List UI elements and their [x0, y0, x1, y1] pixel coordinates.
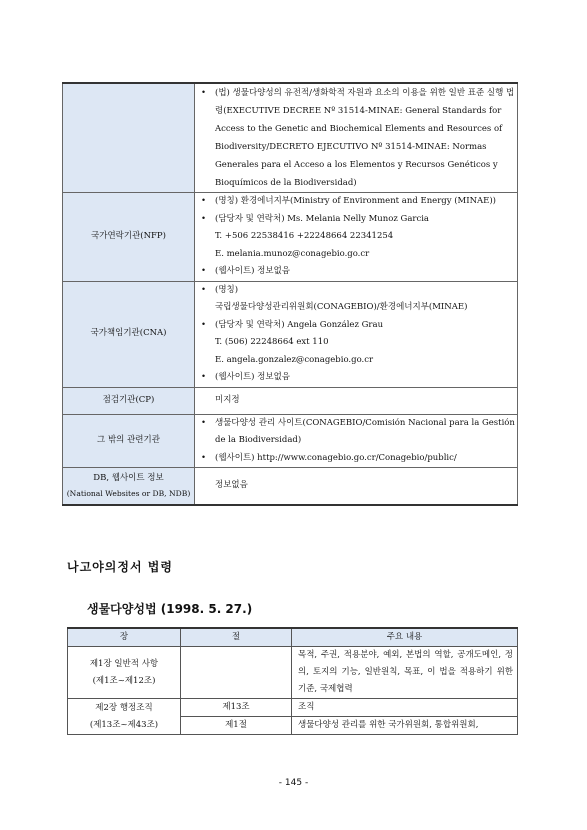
bullet-icon: •	[201, 452, 207, 463]
table-header-row	[68, 628, 518, 647]
subsection-title: 생물다양성법 (1998. 5. 27.)	[87, 602, 253, 616]
chapter-range: (제13조~제43조)	[89, 719, 159, 730]
other-site: 생물다양성 관리 사이트(CONAGEBIO/Comisión Nacional para la Gestión de la Biodiversidad)	[215, 417, 515, 445]
other-label: 그 밖의 관련기관	[63, 414, 195, 468]
cp-value: 미지정	[215, 394, 240, 405]
section-title: 나고야의정서 법령	[67, 560, 173, 574]
list-item	[200, 282, 515, 317]
db-label-line1: DB, 웹사이트 정보	[93, 473, 164, 483]
list-item	[200, 211, 515, 264]
column-header-section: 절	[181, 628, 292, 647]
country-info-table	[62, 82, 518, 506]
section-cell	[181, 647, 292, 699]
row-label-empty	[63, 83, 195, 193]
bullet-icon: •	[201, 284, 207, 295]
bullet-icon: •	[201, 88, 207, 98]
nfp-email: E. melania.munoz@conagebio.go.cr	[215, 248, 370, 259]
table-row	[63, 193, 518, 282]
page-number: - 145 -	[278, 778, 309, 788]
table-row	[68, 699, 518, 717]
nfp-contact: (담당자 및 연락처) Ms. Melania Nelly Munoz Garcia	[215, 213, 429, 224]
list-item	[200, 317, 515, 370]
table-row	[63, 83, 518, 193]
content-cell: 목적, 주권, 적용분야, 예외, 본법의 역할, 공개도메인, 정의, 토지의 기능, 일반원칙, 목표, 이 법을 적용하기 위한 기준, 국제협력	[292, 647, 518, 699]
bullet-icon: •	[201, 319, 207, 330]
db-cell	[195, 468, 518, 506]
nfp-website: (웹사이트) 정보없음	[215, 266, 291, 276]
db-value: 정보없음	[215, 480, 248, 491]
content-cell: 생물다양성 관리를 위한 국가위원회, 통합위원회,	[292, 717, 518, 735]
list-item	[200, 450, 515, 468]
cna-name-head: (명칭)	[215, 284, 239, 295]
other-cell	[195, 414, 518, 468]
list-item	[200, 263, 515, 281]
db-label-line2: (National Websites or DB, NDB)	[66, 489, 191, 498]
table-row	[63, 468, 518, 506]
cna-cell	[195, 281, 518, 387]
list-item	[200, 193, 515, 211]
cp-label: 점검기관(CP)	[63, 387, 195, 414]
table-row	[68, 647, 518, 699]
table-row	[63, 414, 518, 468]
cna-contact: (담당자 및 연락처) Angela González Grau	[215, 319, 384, 330]
nfp-cell	[195, 193, 518, 282]
chapter-title: 제1장 일반적 사항	[89, 658, 159, 669]
section-cell: 제1절	[181, 717, 292, 735]
other-website: (웹사이트) http://www.conagebio.go.cr/Conagebio/public/	[215, 452, 457, 463]
column-header-chapter: 장	[68, 628, 181, 647]
table-row	[63, 387, 518, 414]
list-item	[200, 84, 515, 192]
nfp-label: 국가연락기관(NFP)	[63, 193, 195, 282]
cna-email: E. angela.gonzalez@conagebio.go.cr	[215, 354, 374, 365]
list-item	[200, 415, 515, 450]
cna-tel: T. (506) 22248664 ext 110	[215, 337, 329, 347]
law-item-text: (법) 생물다양성의 유전적/생화학적 자원과 요소의 이용을 위한 일반 표준 실행 법령(EXECUTIVE DECREE Nº 31514-MINAE: General Standards for Access to the Genetic and Biochemical Elements and Resources of Biodiversity/DECRETO EJECUTIVO Nº 31514-MINAE: Normas Generales para el Acceso a los Elementos y Recursos Genéticos y Bioquímicos de la Biodiversidad)	[215, 88, 515, 188]
bullet-icon: •	[201, 266, 207, 276]
db-label	[63, 468, 195, 506]
nfp-tel: T. +506 22538416 +22248664 22341254	[215, 231, 394, 241]
cna-website: (웹사이트) 정보없음	[215, 372, 291, 382]
table-row	[63, 281, 518, 387]
chapter-cell	[68, 699, 181, 735]
section-cell: 제13조	[181, 699, 292, 717]
bullet-icon: •	[201, 372, 207, 382]
cna-label: 국가책임기관(CNA)	[63, 281, 195, 387]
chapter-cell	[68, 647, 181, 699]
bullet-icon: •	[201, 196, 207, 206]
cna-name: 국립생물다양성관리위원회(CONAGEBIO)/환경에너지부(MINAE)	[215, 302, 468, 312]
nfp-name: (명칭) 환경에너지부(Ministry of Environment and Energy (MINAE))	[215, 196, 496, 206]
law-structure-table	[67, 627, 518, 735]
cp-cell	[195, 387, 518, 414]
bullet-icon: •	[201, 417, 207, 428]
list-item	[200, 369, 515, 387]
chapter-title: 제2장 행정조직	[95, 702, 153, 713]
laws-cell	[195, 83, 518, 193]
chapter-range: (제1조~제12조)	[92, 675, 156, 686]
column-header-content: 주요 내용	[292, 628, 518, 647]
bullet-icon: •	[201, 213, 207, 224]
content-cell: 조직	[292, 699, 518, 717]
